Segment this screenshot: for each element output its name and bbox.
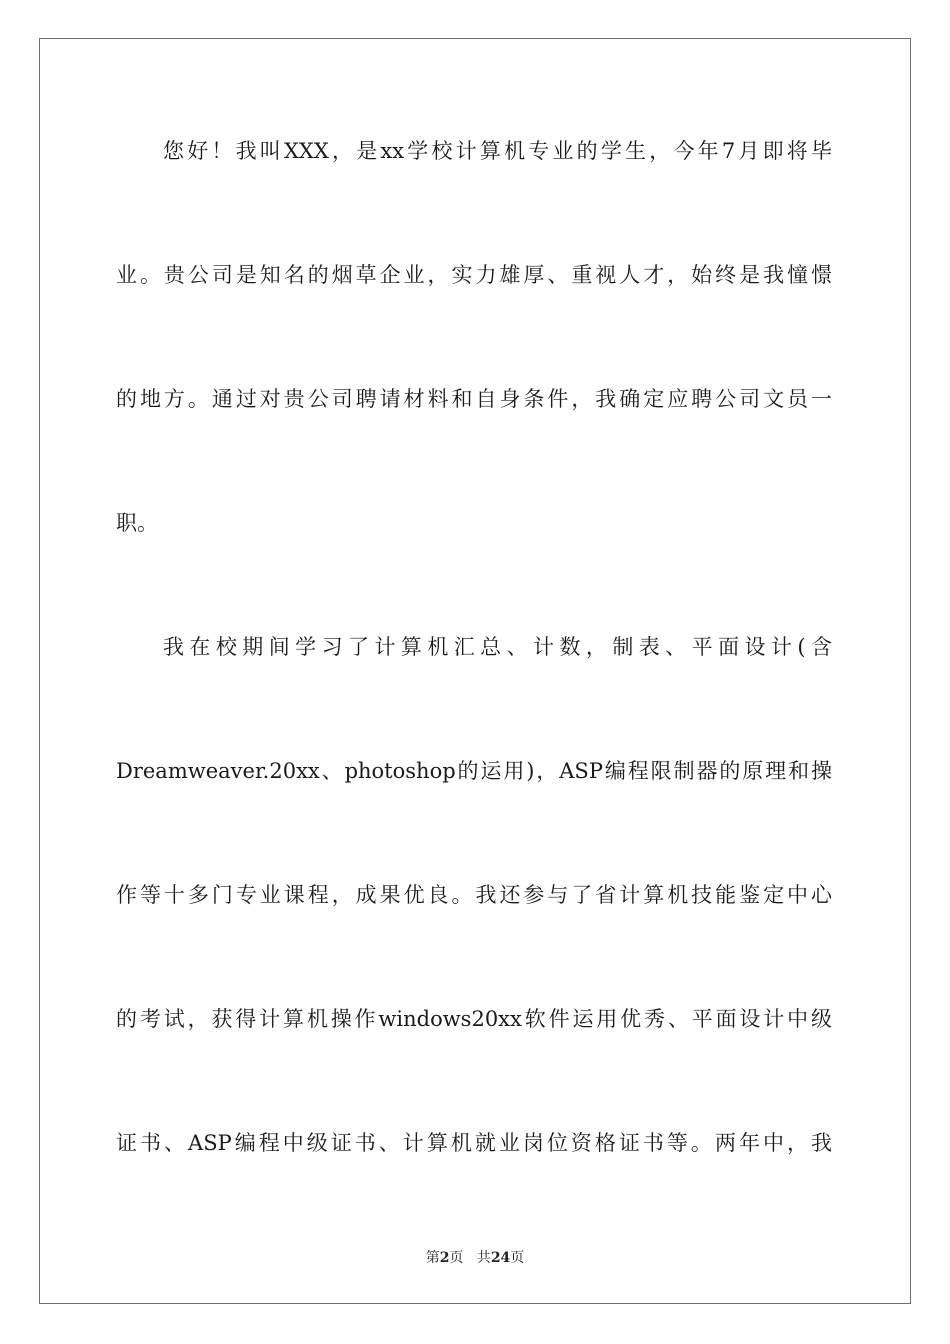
paragraph-line: Dreamweaver.20xx、photoshop的运用)，ASP编程限制器的原理和操: [116, 759, 832, 783]
paragraph-line: 职。: [116, 511, 158, 535]
page-prefix: 第: [425, 1250, 440, 1266]
paragraph-line: 您好！我叫XXX，是xx学校计算机专业的学生，今年7月即将毕: [163, 139, 832, 163]
page-number: 2: [439, 1250, 450, 1266]
total-suffix: 页: [510, 1250, 525, 1266]
page-suffix: 页: [449, 1250, 464, 1266]
total-prefix: 共: [476, 1250, 491, 1266]
paragraph-line: 的考试，获得计算机操作windows20xx软件运用优秀、平面设计中级: [116, 1007, 832, 1031]
page-border: [39, 38, 911, 1304]
paragraph-line: 作等十多门专业课程，成果优良。我还参与了省计算机技能鉴定中心: [116, 883, 832, 907]
paragraph-line: 业。贵公司是知名的烟草企业，实力雄厚、重视人才，始终是我憧憬: [116, 263, 832, 287]
total-pages: 24: [490, 1250, 511, 1266]
paragraph-line: 的地方。通过对贵公司聘请材料和自身条件，我确定应聘公司文员一: [116, 387, 832, 411]
paragraph-line: 我在校期间学习了计算机汇总、计数，制表、平面设计(含: [163, 635, 832, 659]
page-footer: [0, 1247, 950, 1267]
paragraph-line: 证书、ASP编程中级证书、计算机就业岗位资格证书等。两年中，我: [116, 1131, 832, 1155]
